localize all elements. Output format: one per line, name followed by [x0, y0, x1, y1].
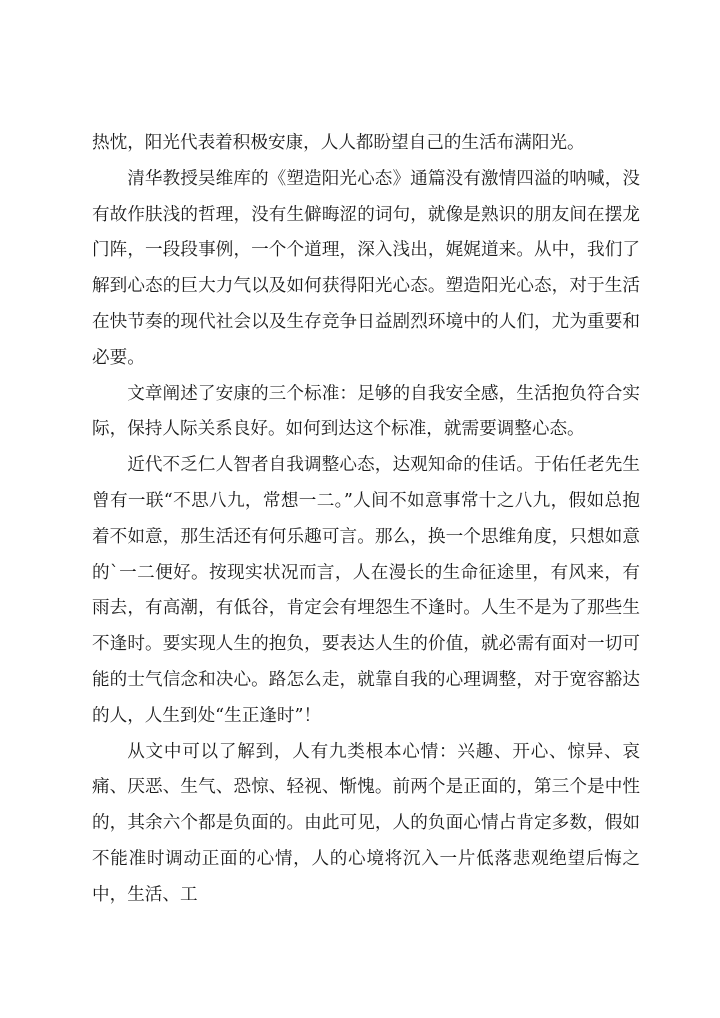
paragraph-2: 清华教授吴维库的《塑造阳光心态》通篇没有激情四溢的呐喊，没有故作肤浅的哲理，没有生僻晦涩的词句，就像是熟识的朋友间在摆龙门阵，一段段事例，一个个道理，深入浅出，娓娓道来。从中，我们了解到心态的巨大力气以及如何获得阳光心态。塑造阳光心态，对于生活在快节奏的现代社会以及生存竞争日益剧烈环境中的人们，尤为重要和必要。 [92, 168, 640, 368]
paragraph-3: 文章阐述了安康的三个标准：足够的自我安全感，生活抱负符合实际，保持人际关系良好。如何到达这个标准，就需要调整心态。 [92, 383, 640, 440]
paragraph-5: 从文中可以了解到，人有九类根本心情：兴趣、开心、惊异、哀痛、厌恶、生气、恐惊、轻视、惭愧。前两个是正面的，第三个是中性的，其余六个都是负面的。由此可见，人的负面心情占肯定多数，假如不能准时调动正面的心情，人的心境将沉入一片低落悲观绝望后悔之中，生活、工 [92, 741, 640, 905]
paragraph-1: 热忱，阳光代表着积极安康，人人都盼望自己的生活布满阳光。 [92, 133, 585, 153]
paragraph-4: 近代不乏仁人智者自我调整心态，达观知命的佳话。于佑任老先生曾有一联“不思八九，常想一二。”人间不如意事常十之八九，假如总抱着不如意，那生活还有何乐趣可言。那么，换一个思维角度，只想如意的`一二便好。按现实状况而言，人在漫长的生命征途里，有风来，有雨去，有高潮，有低谷，肯定会有埋怨生不逢时。人生不是为了那些生不逢时。要实现人生的抱负，要表达人生的价值，就必需有面对一切可能的士气信念和决心。路怎么走，就靠自我的心理调整，对于宽容豁达的人，人生到处“生正逢时”！ [92, 455, 640, 726]
document-body [92, 126, 640, 914]
